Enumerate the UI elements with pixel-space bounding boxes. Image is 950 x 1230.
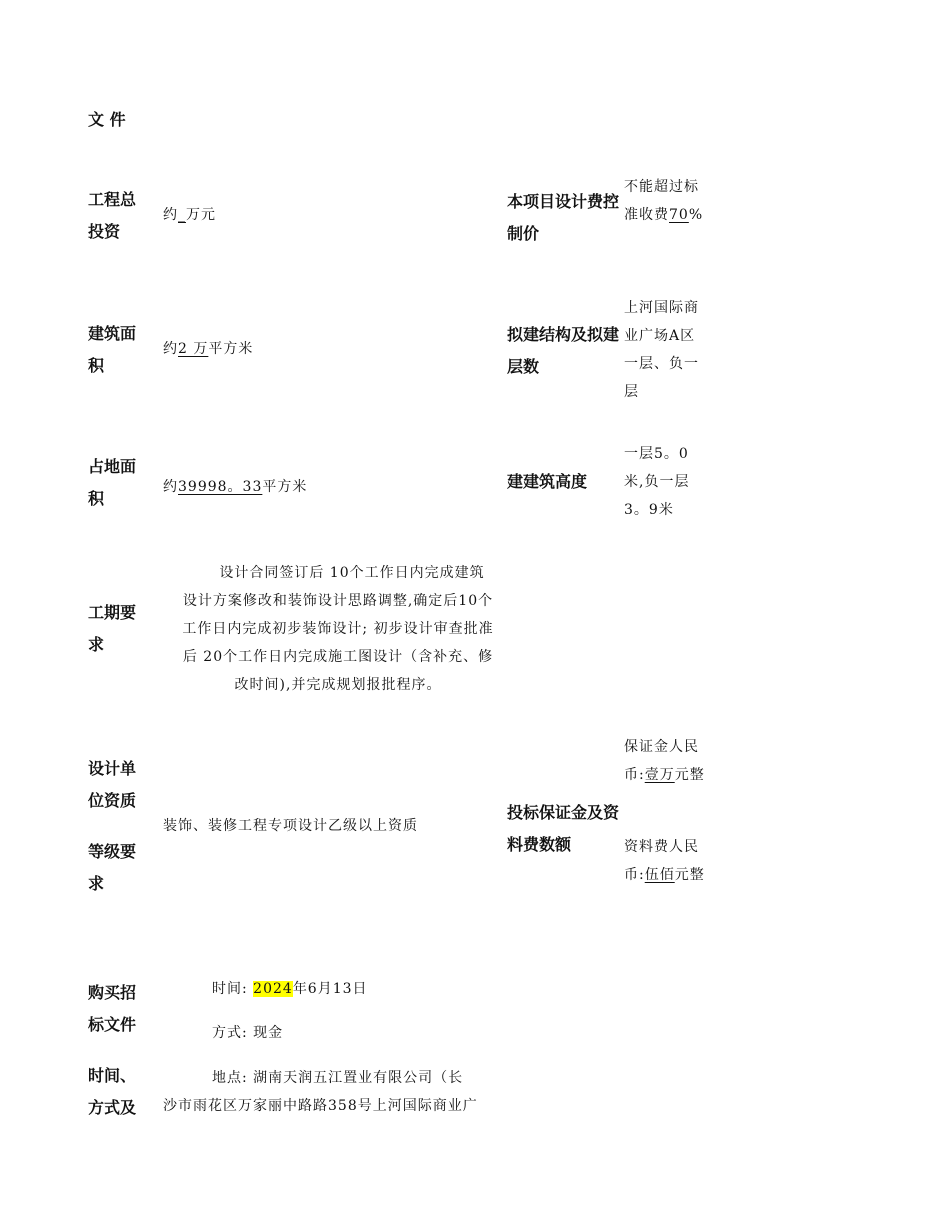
purchase-label-2: 时间、方式及 <box>88 1066 137 1117</box>
deposit-amount <box>624 733 706 789</box>
purchase-time <box>212 975 368 1003</box>
qualification-value: 装饰、装修工程专项设计乙级以上资质 <box>163 818 418 834</box>
building-area-prefix: 约 <box>163 341 178 357</box>
deposit-text: 保证金人民币: <box>624 739 699 783</box>
location-line-1: 湖南天润五江置业有限公司（长 <box>253 1070 464 1086</box>
deposit-label: 投标保证金及资料费数额 <box>507 803 620 854</box>
schedule-line: 改时间),并完成规划报批程序。 <box>234 677 442 693</box>
qualification-label: 设计单位资质 <box>88 759 137 810</box>
land-area-prefix: 约 <box>163 479 178 495</box>
investment-value <box>163 201 216 229</box>
deposit-suffix: 元整 <box>674 767 705 783</box>
purchase-label: 购买招标文件 <box>88 983 137 1034</box>
purchase-location <box>212 1064 463 1092</box>
qualification-label-2: 等级要求 <box>88 842 137 893</box>
schedule-line: 工作日内完成初步装饰设计; 初步设计审查批准 <box>182 621 494 637</box>
investment-unit: 万元 <box>186 207 216 223</box>
design-fee-percent: 70 <box>669 207 689 223</box>
design-fee-value <box>624 173 706 229</box>
method-label: 方式: <box>212 1025 248 1041</box>
building-area-number: 2 万 <box>178 341 209 357</box>
building-area-unit: 平方米 <box>208 341 254 357</box>
height-label: 建建筑高度 <box>507 472 588 491</box>
schedule-line: 设计方案修改和装饰设计思路调整,确定后10个 <box>182 593 494 609</box>
deposit-amount-value: 壹万 <box>644 767 675 783</box>
schedule-line: 后 20个工作日内完成施工图设计（含补充、修 <box>182 649 494 665</box>
fee-text: 资料费人民币: <box>624 839 699 883</box>
time-label: 时间: <box>212 981 248 997</box>
document-fee <box>624 833 706 889</box>
fee-suffix: 元整 <box>674 867 705 883</box>
design-fee-label: 本项目设计费控制价 <box>507 192 620 243</box>
structure-value: 上河国际商业广场A区一层、负一层 <box>624 300 699 400</box>
investment-label: 工程总投资 <box>88 190 137 241</box>
time-year: 2024 <box>253 981 293 997</box>
land-area-number: 39998。33 <box>178 479 263 495</box>
land-area-value <box>163 473 307 501</box>
structure-label: 拟建结构及拟建层数 <box>507 325 620 376</box>
investment-blank: _ <box>178 207 186 223</box>
schedule-label: 工期要求 <box>88 603 137 654</box>
land-area-label: 占地面积 <box>88 457 137 508</box>
investment-prefix: 约 <box>163 207 178 223</box>
building-area-value <box>163 335 253 363</box>
land-area-unit: 平方米 <box>262 479 308 495</box>
time-date: 年6月13日 <box>292 981 368 997</box>
height-value: 一层5。0米,负一层3。9米 <box>624 446 690 518</box>
fee-amount-value: 伍佰 <box>644 867 675 883</box>
design-fee-text: 不能超过标准收费 <box>624 179 699 223</box>
purchase-method <box>212 1019 283 1047</box>
location-label: 地点: <box>212 1070 248 1086</box>
schedule-text <box>163 559 513 699</box>
design-fee-unit: % <box>688 207 704 223</box>
method-value: 现金 <box>253 1025 284 1041</box>
building-area-label: 建筑面积 <box>88 324 137 375</box>
section-header: 文 件 <box>88 110 126 129</box>
location-line-2: 沙市雨花区万家丽中路路358号上河国际商业广 <box>163 1098 478 1114</box>
schedule-line: 设计合同签订后 10个工作日内完成建筑 <box>219 565 485 581</box>
